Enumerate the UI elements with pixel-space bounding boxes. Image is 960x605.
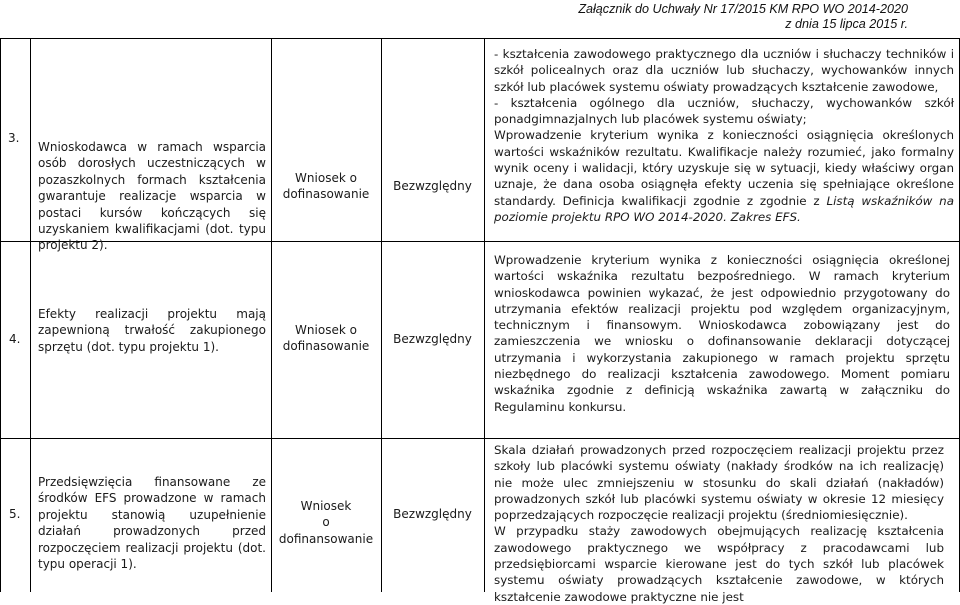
row-number: 4. (9, 332, 21, 346)
column-divider (484, 38, 485, 592)
table-border-top (0, 38, 960, 39)
source-line: o dofinansowanie (278, 515, 374, 546)
criterion-description (494, 442, 944, 605)
description-paragraph: - kształcenia zawodowego praktycznego dla uczniów i słuchaczy techników i szkół policealnych oraz dla uczniów lub słuchaczy, wychowanków innych szkół lub placówek systemu oświaty prowadzących kształcenie zawodowe, (494, 47, 954, 94)
row-number: 5. (9, 507, 21, 521)
source-line: Wniosek (300, 499, 352, 513)
description-paragraph (494, 127, 954, 225)
column-divider (271, 38, 272, 592)
header-date-line: z dnia 15 lipca 2015 r. (785, 17, 908, 31)
criterion-text: Wnioskodawca w ramach wsparcia osób dorosłych uczestniczących w pozaszkolnych formach kształcenia gwarantuje realizacje wsparcia w postaci kursów kończących się uzyskaniem kwalifikacjami (dot. typu projektu 2). (38, 140, 266, 253)
criterion-type: Bezwzględny (393, 332, 472, 346)
description-text: Wprowadzenie kryterium wynika z konieczności osiągnięcia określonych wartości wskaźników rezultatu. Kwalifikacje należy rozumieć, jako formalny wynik oceny i walidacji, który uzyskuje się w sytuacji, kiedy właściwy organ uznaje, że dana osoba osiągnęła efekty uczenia się spełniające określone standardy. Definicja kwalifikacji zgodnie z zgodnie z (494, 128, 954, 208)
description-paragraph: W przypadku staży zawodowych obejmujących realizację kształcenia zawodowego praktycznego we współpracy z pracodawcami lub przedsiębiorcami wsparcie kierowane jest do tych szkół lub placówek systemu oświaty prowadzących kształcenie zawodowe, w których kształcenie zawodowe praktyczne nie jest (494, 524, 944, 604)
criterion-type: Bezwzględny (393, 179, 472, 193)
source-text (276, 498, 376, 547)
criterion-type: Bezwzględny (393, 507, 472, 521)
criterion-text: Efekty realizacji projektu mają zapewnioną trwałość zakupionego sprzętu (dot. typu projektu 1). (38, 307, 266, 354)
table-border-left (0, 38, 1, 592)
description-paragraph: - kształcenia ogólnego dla uczniów, słuchaczy, wychowanków szkół ponadgimnazjalnych lub placówek systemu oświaty; (494, 95, 954, 127)
header-attachment-line: Załącznik do Uchwały Nr 17/2015 KM RPO WO 2014-2020 (578, 2, 908, 16)
source-text: Wniosek o dofinasowanie (282, 171, 370, 202)
row-number: 3. (8, 131, 20, 145)
row-divider (0, 438, 960, 439)
criterion-text: Przedsięwzięcia finansowane ze środków EFS prowadzone w ramach projektu stanowią uzupełnienie działań prowadzonych przed rozpoczęciem realizacji projektu (dot. typu operacji 1). (38, 475, 266, 572)
criterion-description: Wprowadzenie kryterium wynika z konieczności osiągnięcia określonej wartości wskaźnika rezultatu bezpośredniego. W ramach kryterium wnioskodawca powinien wykazać, że jest odpowiednio przygotowany do utrzymania efektów realizacji projektu pod względem organizacyjnym, technicznym i finansowym. Wnioskodawca zobowiązany jest do zamieszczenia we wniosku o dofinansowanie deklaracji dotyczącej utrzymania i wykorzystania zakupionego w ramach projektu sprzętu niezbędnego do realizacji kształcenia zawodowego. Moment pomiaru wskaźnika zgodnie z definicją wskaźnika zawartą w załączniku do Regulaminu konkursu. (494, 253, 950, 414)
criterion-description (494, 46, 954, 225)
column-divider (30, 38, 31, 592)
source-text: Wniosek o dofinasowanie (282, 323, 370, 354)
description-paragraph: Skala działań prowadzonych przed rozpoczęciem realizacji projektu przez szkoły lub placówki systemu oświaty (nakłady środków na ich realizację) nie może ulec zmniejszeniu w stosunku do skali działań (nakładów) prowadzonych szkół lub placówki systemu oświaty w okresie 12 miesięcy poprzedzających rozpoczęcie realizacji projektu (średniomiesięcznie). (494, 443, 944, 523)
column-divider (381, 38, 382, 592)
description-italic-reference: Listą wskaźników na poziomie projektu RPO WO 2014-2020. Zakres EFS. (494, 193, 955, 224)
